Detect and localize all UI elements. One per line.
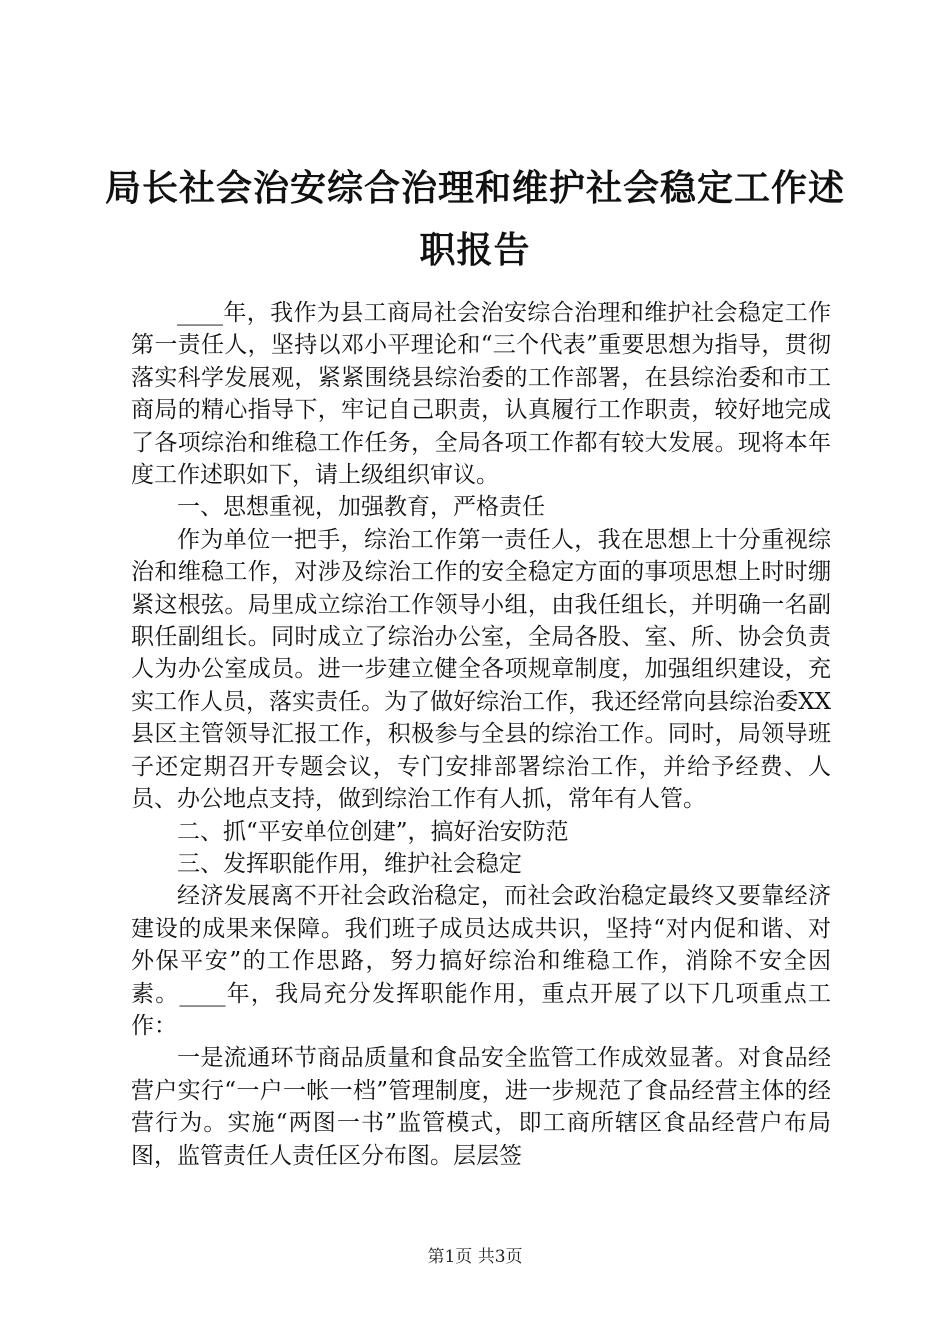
section-heading-1: 一、思想重视，加强教育，严格责任 bbox=[177, 494, 545, 521]
document-body bbox=[131, 297, 831, 1172]
section-1-paragraph: 作为单位一把手，综治工作第一责任人，我在思想上十分重视综治和维稳工作，对涉及综治工作的安全稳定方面的事项思想上时时绷紧这根弦。局里成立综治工作领导小组，由我任组长，并明确一名副职任副组长。同时成立了综治办公室，全局各股、室、所、协会负责人为办公室成员。进一步建立健全各项规章制度，加强组织建设，充实工作人员，落实责任。为了做好综治工作，我还经常向县综治委XX县区主管领导汇报工作，积极参与全县的综治工作。同时，局领导班子还定期召开专题会议，专门安排部署综治工作，并给予经费、人员、办公地点支持，做到综治工作有人抓，常年有人管。 bbox=[131, 526, 831, 813]
intro-paragraph: ____年，我作为县工商局社会治安综合治理和维护社会稳定工作第一责任人，坚持以邓小平理论和“三个代表”重要思想为指导，贯彻落实科学发展观，紧紧围绕县综治委的工作部署，在县综治委和市工商局的精心指导下，牢记自己职责，认真履行工作职责，较好地完成了各项综治和维稳工作任务，全局各项工作都有较大发展。现将本年度工作述职如下，请上级组织审议。 bbox=[131, 300, 831, 489]
section-heading-3: 三、发挥职能作用，维护社会稳定 bbox=[177, 850, 522, 877]
section-3-item-1-paragraph: 一是流通环节商品质量和食品安全监管工作成效显著。对食品经营户实行“一户一帐一档”管理制度，进一步规范了食品经营主体的经营行为。实施“两图一书”监管模式，即工商所辖区食品经营户布局图，监管责任人责任区分布图。层层签 bbox=[131, 1045, 831, 1169]
section-3-paragraph: 经济发展离不开社会政治稳定，而社会政治稳定最终又要靠经济建设的成果来保障。我们班子成员达成共识，坚持“对内促和谐、对外保平安”的工作思路，努力搞好综治和维稳工作，消除不安全因素。____年，我局充分发挥职能作用，重点开展了以下几项重点工作： bbox=[131, 883, 831, 1039]
section-heading-2: 二、抓“平安单位创建”，搞好治安防范 bbox=[177, 818, 569, 845]
page-number-footer: 第1页 共3页 bbox=[427, 1247, 523, 1267]
document-title-line-1: 局长社会治安综合治理和维护社会稳定工作述 bbox=[104, 167, 845, 209]
document-title-line-2: 职报告 bbox=[419, 229, 531, 271]
